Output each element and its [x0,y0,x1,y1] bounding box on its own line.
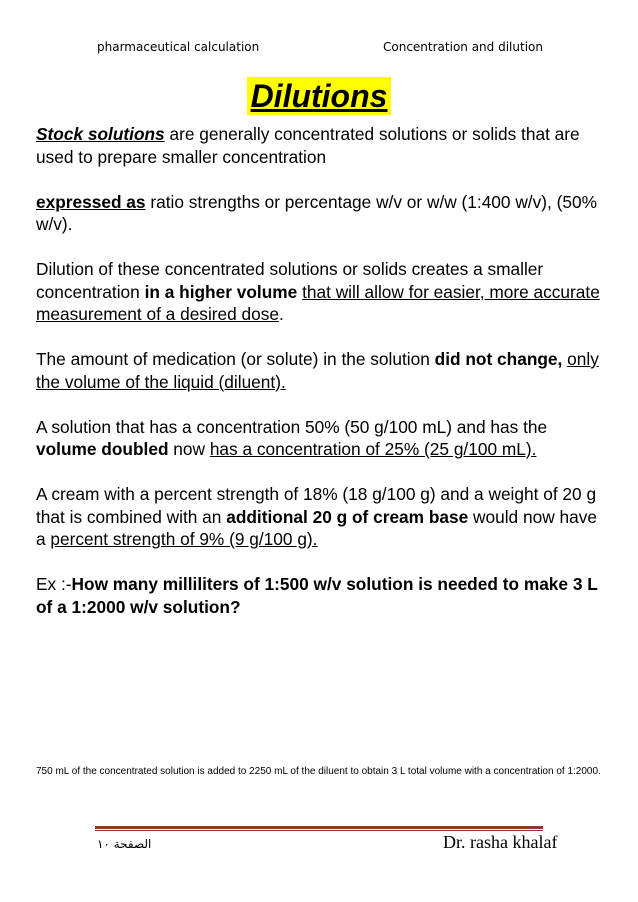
p6-text-a: A cream with a percent strength of 18% (18 g/100 g) and a weight of 20 g that is combined with an [36,484,597,527]
paragraph-cream-example [36,483,610,551]
p3-bold: in a higher volume [144,281,298,302]
term-expressed-as: expressed as [36,191,146,212]
term-stock-solutions: Stock solutions [36,124,165,144]
footer-rule-thin [95,830,543,831]
document-body [36,123,610,641]
paragraph-stock-solutions [36,123,610,168]
p6-underlined: percent strength of 9% (9 g/100 g). [50,529,318,549]
paragraph-solution-example [36,416,610,461]
p5-text-c: now [168,439,210,459]
p4-underlined: only the volume of the liquid (diluent). [36,349,599,392]
p3-underlined: that will allow for easier, more accurate measurement of a desired dose [36,281,600,324]
p6-bold: additional 20 g of cream base [226,506,469,527]
p4-text-a: The amount of medication (or solute) in the solution [36,349,435,369]
p4-bold: did not change, [434,349,563,369]
p3-period: . [279,304,284,324]
paragraph-amount [36,348,610,393]
paragraph-expressed-as [36,191,610,236]
header-left: pharmaceutical calculation [97,40,260,54]
p3-text-a: Dilution of these concentrated solutions or solids creates a smaller concentration [36,259,544,302]
header-right: Concentration and dilution [383,40,543,54]
footer-rule-thick [95,826,543,829]
author-name: Dr. rasha khalaf [443,832,558,852]
p5-bold: volume doubled [36,439,169,459]
exercise-prefix: Ex :- [36,574,72,594]
p1-text: are generally concentrated solutions or solids that are used to prepare smaller concentration [36,124,580,167]
paragraph-exercise [36,573,610,618]
p5-underlined: has a concentration of 25% (25 g/100 mL). [209,439,537,459]
footer-rule [95,826,543,830]
exercise-question: How many milliliters of 1:500 w/v solution is needed to make 3 L of a 1:2000 w/v solution? [36,574,598,617]
p2-text: ratio strengths or percentage w/v or w/w (1:400 w/v), (50% w/v). [36,191,597,234]
p5-text-a: A solution that has a concentration 50% (50 g/100 mL) and has the [36,416,548,437]
page-number: الصفحة ١٠ [97,837,152,851]
exercise-answer: 750 mL of the concentrated solution is added to 2250 mL of the diluent to obtain 3 L total volume with a concentration of 1:2000. [36,766,601,777]
page-title: Dilutions [247,77,392,115]
title-wrap [0,77,638,115]
paragraph-dilution [36,258,610,326]
p6-text-c: would now have a [36,506,597,549]
